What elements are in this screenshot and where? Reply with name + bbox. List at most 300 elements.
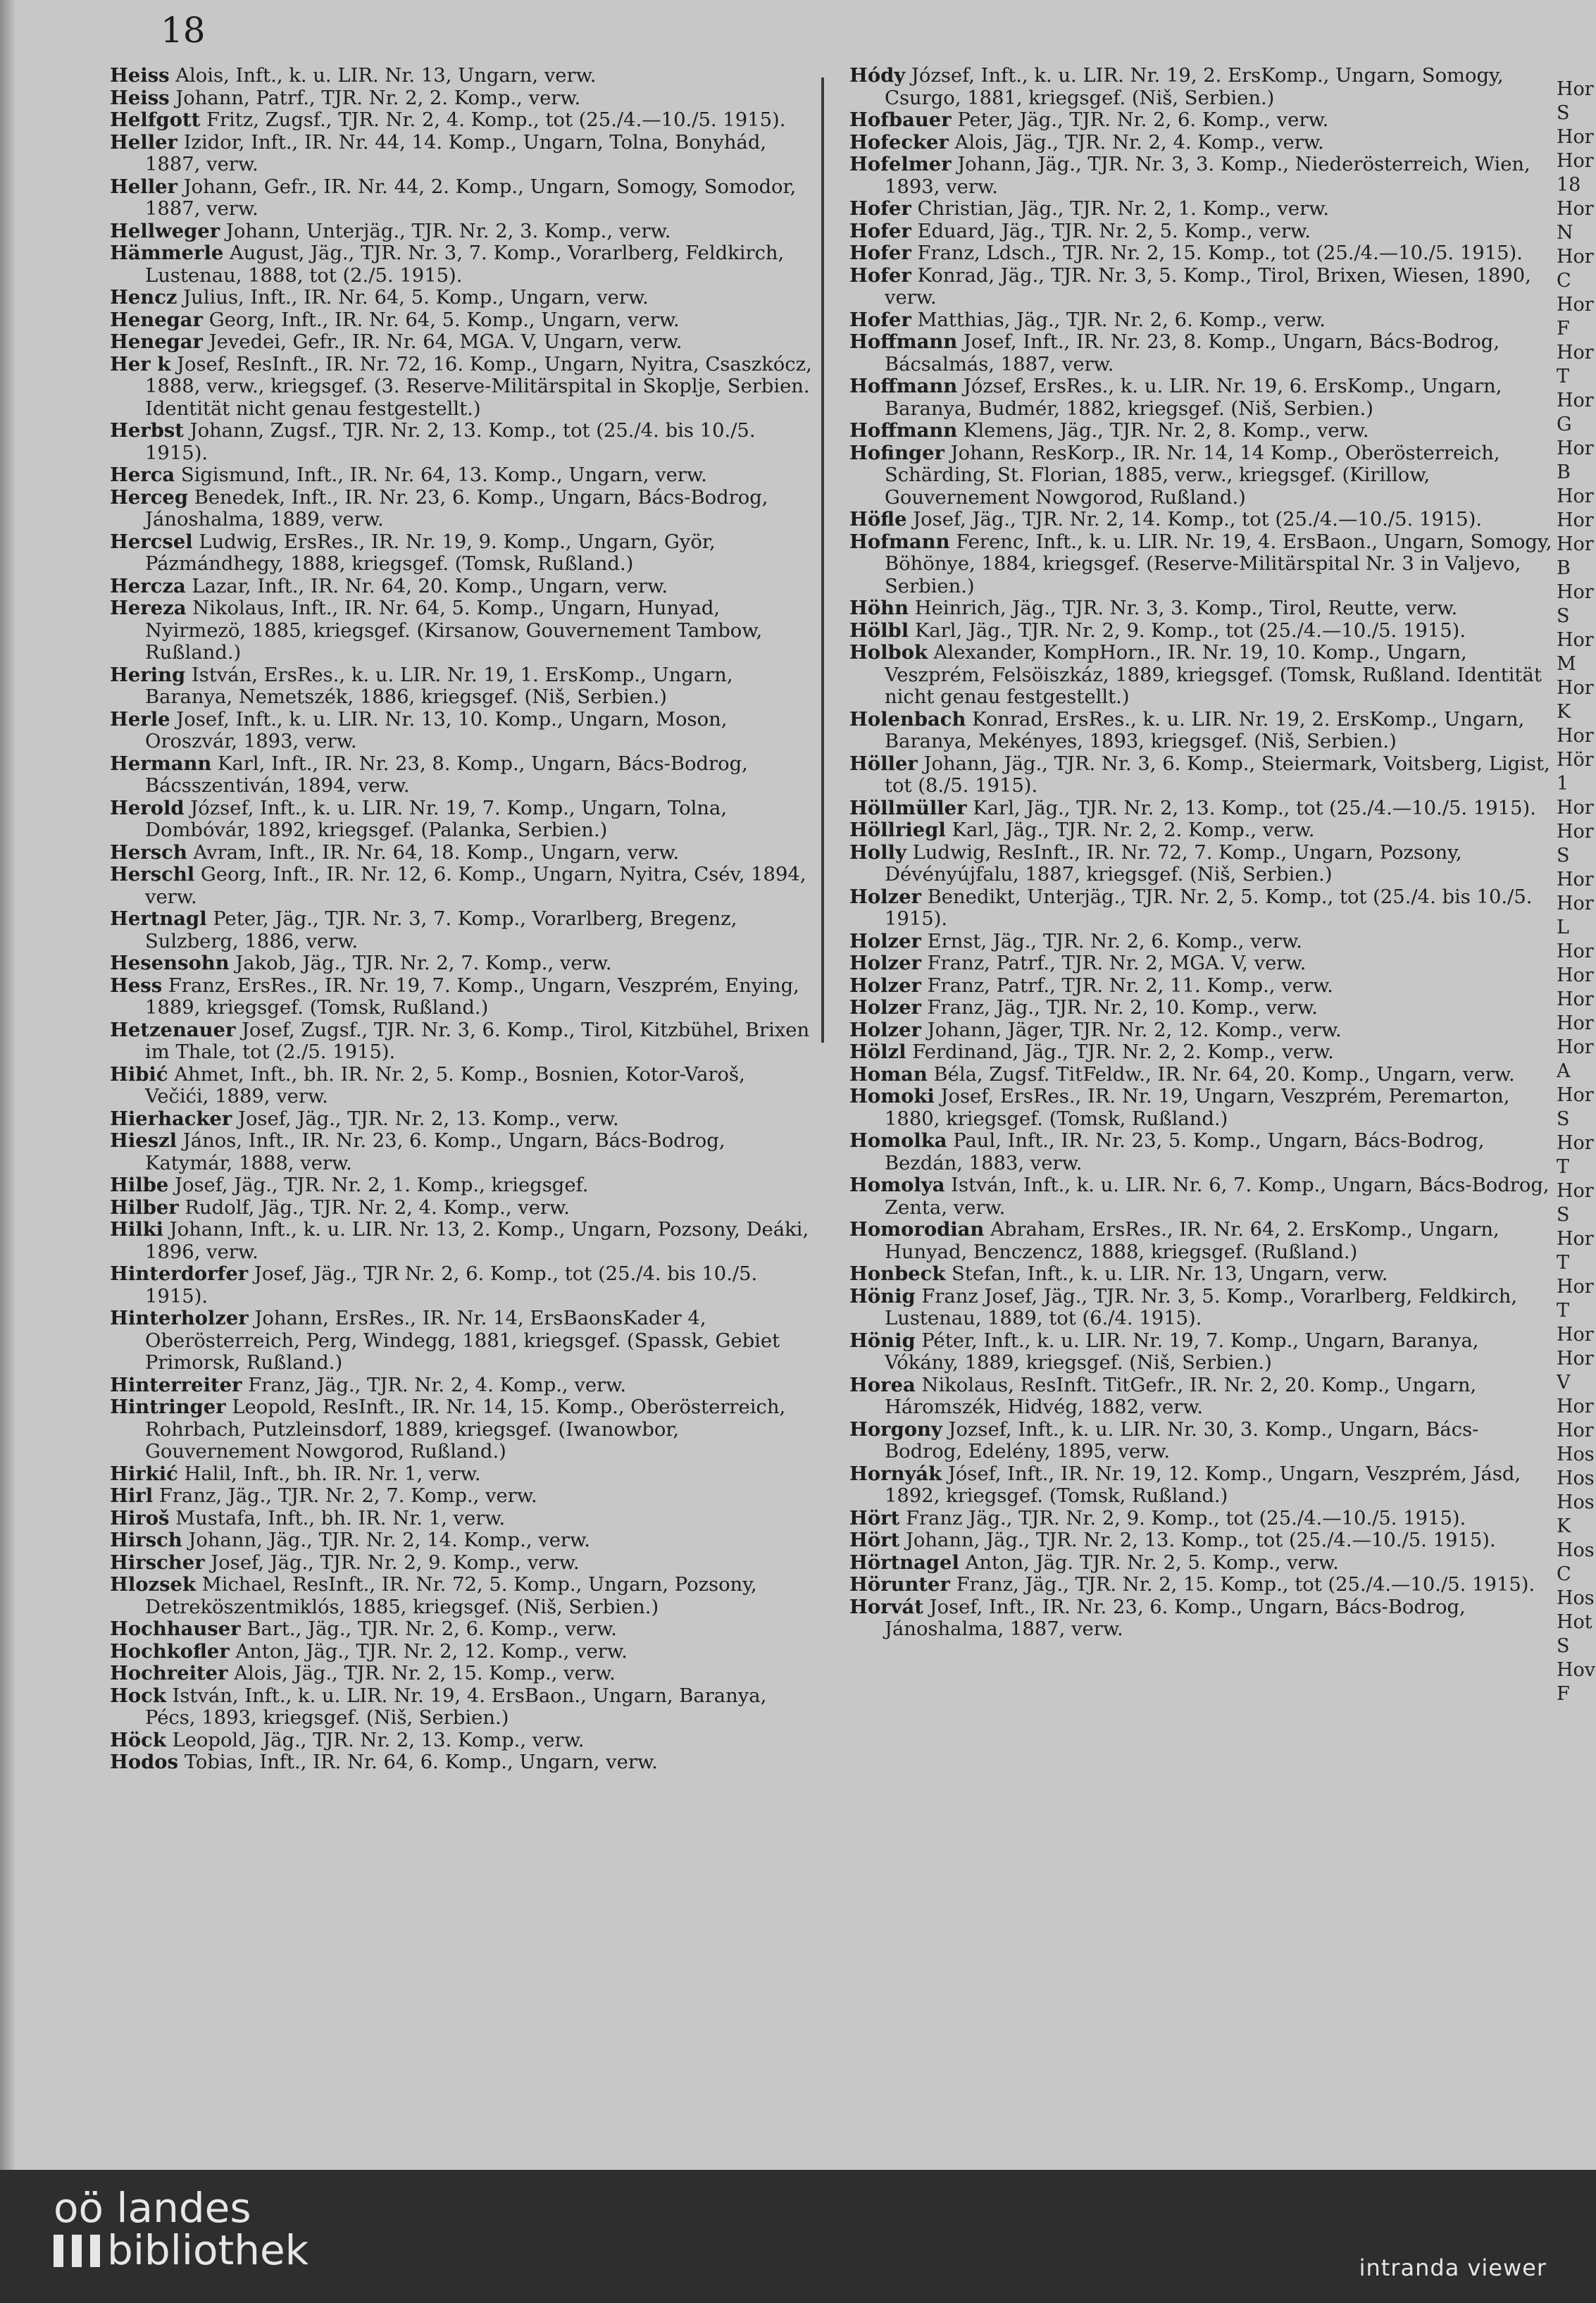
edge-fragment: K [1557,701,1571,723]
list-item [110,1108,814,1131]
list-item [110,1308,814,1374]
list-item [110,1130,814,1174]
entry-surname: Hilber [110,1196,179,1219]
right-column [849,65,1554,1641]
entry-details: Jevedei, Gefr., IR. Nr. 64, MGA. V, Ungarn, verw. [202,331,682,353]
entry-surname: Hofelmer [849,153,952,175]
entry-surname: Holzer [849,1018,921,1041]
edge-fragment: Hos [1557,1467,1595,1489]
entry-details: Heinrich, Jäg., TJR. Nr. 3, 3. Komp., Tirol, Reutte, verw. [908,597,1458,619]
entry-surname: Herle [110,707,170,731]
entry-details: Josef, Inft., IR. Nr. 23, 6. Komp., Ungarn, Bács-Bodrog, Jánoshalma, 1887, verw. [885,1596,1466,1640]
entry-surname: Holzer [849,974,921,997]
edge-fragment: Hor [1557,509,1594,531]
entry-details: Peter, Jäg., TJR. Nr. 3, 7. Komp., Vorarlberg, Bregenz, Sulzberg, 1886, verw. [145,908,737,952]
entry-details: Lazar, Inft., IR. Nr. 64, 20. Komp., Ungarn, verw. [185,575,668,597]
edge-fragment: Hov [1557,1659,1596,1681]
entry-details: Matthias, Jäg., TJR. Nr. 2, 6. Komp., verw. [911,309,1326,331]
entry-surname: Hochreiter [110,1662,228,1684]
edge-fragment: F [1557,1683,1570,1705]
entry-surname: Hörtnagel [849,1551,959,1574]
list-item [849,1219,1554,1263]
entry-details: István, Inft., k. u. LIR. Nr. 19, 4. ErsBaon., Ungarn, Baranya, Pécs, 1893, kriegsgef. (Niš, Serbien.) [145,1684,767,1729]
entry-details: Eduard, Jäg., TJR. Nr. 2, 5. Komp., verw. [911,220,1311,242]
entry-details: Klemens, Jäg., TJR. Nr. 2, 8. Komp., verw. [957,420,1369,442]
entry-surname: Hinterdorfer [110,1262,249,1285]
entry-details: Josef, Jäg., TJR. Nr. 2, 14. Komp., tot (25./4.—10./5. 1915). [906,509,1483,530]
edge-fragment: Hor [1557,677,1594,699]
entry-details: Johann, ResKorp., IR. Nr. 14, 14 Komp., Oberösterreich, Schärding, St. Florian, 1885, verw., kriegsgef. (Kirillow, Gouvernement Nowgorod, Rußland.) [885,442,1500,509]
list-item [110,709,814,753]
entry-details: József, ErsRes., k. u. LIR. Nr. 19, 6. ErsKomp., Ungarn, Baranya, Budmér, 1882, kriegsgef. (Niš, Serbien.) [885,375,1502,420]
edge-fragment: Hor [1557,533,1594,555]
list-item [849,952,1554,975]
edge-fragment: Hor [1557,1324,1594,1346]
entry-surname: Hofer [849,263,911,287]
entry-surname: Heiss [110,64,170,87]
list-item [110,1663,814,1685]
entry-surname: Hódy [849,64,906,87]
list-item [849,331,1554,375]
entry-surname: Holzer [849,996,921,1019]
entry-surname: Homoki [849,1085,935,1107]
entry-details: Christian, Jäg., TJR. Nr. 2, 1. Komp., verw. [911,198,1330,220]
list-item [110,132,814,176]
list-item [110,1641,814,1663]
list-item [849,1263,1554,1286]
list-item [110,109,814,132]
list-item [849,242,1554,265]
list-item [849,753,1554,797]
entry-surname: Hirscher [110,1551,205,1574]
edge-fragment: T [1557,366,1570,387]
logo-bars-icon [54,2235,100,2267]
entry-surname: Heiss [110,86,170,109]
entry-details: Johann, ErsRes., IR. Nr. 14, ErsBaonsKader 4, Oberösterreich, Perg, Windegg, 1881, kriegsgef. (Spassk, Gebiet Primorsk, Rußland.) [145,1308,780,1374]
list-item [849,642,1554,709]
entry-details: Johann, Jäg., TJR. Nr. 3, 6. Komp., Steiermark, Voitsberg, Ligist, tot (8./5. 1915). [885,752,1550,797]
entry-surname: Horgony [849,1417,942,1441]
entry-details: Stefan, Inft., k. u. LIR. Nr. 13, Ungarn, verw. [945,1263,1388,1285]
list-item [849,531,1554,598]
list-item [849,1508,1554,1530]
list-item [110,864,814,908]
entry-details: Béla, Zugsf. TitFeldw., IR. Nr. 64, 20. Komp., Ungarn, verw. [927,1063,1515,1086]
entry-surname: Hiroš [110,1506,170,1529]
edge-fragment: B [1557,461,1571,483]
entry-details: Johann, Jäger, TJR. Nr. 2, 12. Komp., verw. [921,1019,1342,1041]
entry-surname: Henegar [110,330,203,353]
viewer-label: intranda viewer [1359,2254,1547,2281]
list-item [849,65,1554,109]
entry-details: Franz, ErsRes., IR. Nr. 19, 7. Komp., Ungarn, Veszprém, Enying, 1889, kriegsgef. (Tomsk, Rußland.) [145,974,799,1019]
entry-details: Franz Josef, Jäg., TJR. Nr. 3, 5. Komp., Vorarlberg, Feldkirch, Lustenau, 1889, tot (6./4. 1915). [885,1285,1518,1329]
entry-details: Karl, Inft., IR. Nr. 23, 8. Komp., Ungarn, Bács-Bodrog, Bácsszentiván, 1894, verw. [145,752,748,797]
edge-fragment: Hor [1557,869,1594,890]
entry-surname: Höllriegl [849,819,946,841]
entry-surname: Holzer [849,885,921,908]
entry-details: Franz, Ldsch., TJR. Nr. 2, 15. Komp., tot (25./4.—10./5. 1915). [911,242,1523,264]
entry-details: Leopold, Jäg., TJR. Nr. 2, 13. Komp., verw. [166,1729,585,1751]
list-item [849,597,1554,620]
entry-details: Georg, Inft., IR. Nr. 64, 5. Komp., Ungarn, verw. [202,309,680,331]
book-spine-shadow [0,0,15,2170]
entry-details: István, Inft., k. u. LIR. Nr. 6, 7. Komp., Ungarn, Bács-Bodrog, Zenta, verw. [885,1174,1550,1219]
edge-fragment: S [1557,1635,1570,1657]
edge-fragment: Hor [1557,1012,1594,1034]
list-item [849,1286,1554,1330]
edge-fragment: Hos [1557,1491,1595,1513]
entry-details: Johann, Jäg., TJR. Nr. 2, 14. Komp., verw. [182,1529,590,1551]
entry-surname: Hofer [849,219,911,242]
entry-details: Nikolaus, Inft., IR. Nr. 64, 5. Komp., Ungarn, Hunyad, Nyirmezö, 1885, kriegsgef. (Kirsanow, Gouvernement Tambow, Rußland.) [145,597,763,664]
list-item [849,819,1554,842]
list-item [849,886,1554,931]
entry-details: József, Inft., k. u. LIR. Nr. 19, 2. ErsKomp., Ungarn, Somogy, Csurgo, 1881, kriegsgef. (Niš, Serbien.) [885,65,1504,109]
list-item [849,1463,1554,1508]
list-item [849,1019,1554,1042]
entry-details: Johann, Patrf., TJR. Nr. 2, 2. Komp., verw. [169,87,581,109]
entry-surname: Hinterreiter [110,1373,242,1396]
entry-surname: Herbst [110,419,184,442]
list-item [110,487,814,531]
entry-surname: Honbeck [849,1262,946,1285]
edge-fragment: S [1557,605,1570,627]
edge-fragment: Hos [1557,1587,1595,1609]
entry-details: Josef, Inft., k. u. LIR. Nr. 13, 10. Komp., Ungarn, Moson, Oroszvár, 1893, verw. [145,708,728,752]
entry-surname: Hering [110,663,186,686]
entry-details: Franz, Patrf., TJR. Nr. 2, 11. Komp., verw. [921,974,1333,997]
edge-fragment: Hor [1557,1420,1594,1441]
list-item [110,753,814,797]
list-item [849,1086,1554,1130]
entry-details: Josef, Jäg., TJR. Nr. 2, 1. Komp., kriegsgef. [168,1174,589,1196]
edge-fragment: Hor [1557,126,1594,148]
list-item [849,132,1554,154]
edge-fragment: Hot [1557,1611,1592,1633]
entry-details: Leopold, ResInft., IR. Nr. 14, 15. Komp., Oberösterreich, Rohrbach, Putzleinsdorf, 1889, kriegsgef. (Iwanowbor, Gouvernement Nowgorod, Rußland.) [145,1396,786,1463]
edge-fragment: Hor [1557,78,1594,100]
edge-fragment: Hor [1557,150,1594,172]
entry-details: Konrad, ErsRes., k. u. LIR. Nr. 19, 2. ErsKomp., Ungarn, Baranya, Mekényes, 1893, kriegsgef. (Niš, Serbien.) [885,708,1525,752]
list-item [110,176,814,221]
list-item [110,287,814,309]
entry-surname: Hört [849,1506,900,1529]
entry-surname: Hofinger [849,441,944,464]
entry-surname: Hodos [110,1751,178,1773]
edge-fragment: G [1557,414,1572,435]
entry-surname: Herold [110,796,185,819]
entry-surname: Hereza [110,597,187,619]
edge-fragment: Hos [1557,1444,1595,1465]
entry-details: Johann, Inft., k. u. LIR. Nr. 13, 2. Komp., Ungarn, Pozsony, Deáki, 1896, verw. [145,1219,809,1263]
entry-surname: Hoffmann [849,419,958,442]
entry-surname: Hornyák [849,1462,942,1485]
list-item [110,1529,814,1552]
list-item [849,1330,1554,1374]
list-item [110,242,814,287]
entry-details: Josef, Zugsf., TJR. Nr. 3, 6. Komp., Tirol, Kitzbühel, Brixen im Thale, tot (2./5. 1915). [145,1019,810,1063]
list-item [849,1130,1554,1174]
entry-details: Karl, Jäg., TJR. Nr. 2, 13. Komp., tot (25./4.—10./5. 1915). [966,797,1536,819]
entry-surname: Hertnagl [110,907,207,930]
entry-surname: Höck [110,1728,166,1751]
edge-fragment: Hor [1557,941,1594,962]
entry-surname: Holly [849,840,906,864]
entry-details: Nikolaus, ResInft. TitGefr., IR. Nr. 2, 20. Komp., Ungarn, Háromszék, Hidvég, 1882, verw. [885,1374,1477,1418]
list-item [849,1529,1554,1552]
edge-fragment: L [1557,917,1569,938]
entry-surname: Holzer [849,929,921,952]
edge-fragment: Hor [1557,198,1594,220]
list-item [110,1396,814,1463]
entry-surname: Hock [110,1684,166,1707]
edge-fragment: S [1557,845,1570,867]
list-item [849,221,1554,243]
list-item [849,1596,1554,1641]
entry-details: Ernst, Jäg., TJR. Nr. 2, 6. Komp., verw. [921,930,1302,952]
entry-surname: Holbok [849,641,928,664]
edge-fragment: C [1557,1563,1571,1585]
entry-details: Franz, Patrf., TJR. Nr. 2, MGA. V, verw. [921,952,1307,974]
edge-fragment: Hor [1557,1036,1594,1058]
edge-fragment: M [1557,653,1576,675]
list-item [110,65,814,87]
edge-fragment: S [1557,1108,1570,1130]
list-item [110,221,814,243]
entry-surname: Hört [849,1529,900,1551]
entry-surname: Herschl [110,863,195,886]
entry-surname: Hofecker [849,130,949,154]
list-item [849,931,1554,953]
entry-surname: Heller [110,130,177,154]
list-item [849,842,1554,886]
entry-surname: Hersch [110,840,187,864]
entry-surname: Herceg [110,485,188,509]
edge-fragment: Hor [1557,485,1594,507]
list-item [110,797,814,842]
edge-fragment: T [1557,1252,1570,1274]
edge-fragment: T [1557,1156,1570,1178]
list-item [849,375,1554,420]
entry-details: Franz, Jäg., TJR. Nr. 2, 7. Komp., verw. [153,1485,537,1507]
entry-details: Halil, Inft., bh. IR. Nr. 1, verw. [177,1463,481,1485]
entry-surname: Hercsel [110,530,193,553]
entry-surname: Hermann [110,752,212,775]
entry-details: Jozsef, Inft., k. u. LIR. Nr. 30, 3. Komp., Ungarn, Bács-Bodrog, Edelény, 1895, verw. [885,1418,1479,1463]
entry-details: Paul, Inft., IR. Nr. 23, 5. Komp., Ungarn, Bács-Bodrog, Bezdán, 1883, verw. [885,1130,1485,1174]
entry-details: Avram, Inft., IR. Nr. 64, 18. Komp., Ungarn, verw. [187,841,680,864]
entry-details: Josef, Jäg., TJR. Nr. 2, 9. Komp., verw. [204,1551,580,1574]
edge-fragment: Hor [1557,390,1594,411]
list-item [849,1174,1554,1219]
edge-fragment: Hor [1557,1396,1594,1417]
entry-details: Karl, Jäg., TJR. Nr. 2, 9. Komp., tot (25./4.—10./5. 1915). [909,619,1466,642]
list-item [110,331,814,354]
list-item [849,1419,1554,1463]
list-item [110,1197,814,1219]
list-item [110,576,814,598]
entry-details: Josef, ResInft., IR. Nr. 72, 16. Komp., Ungarn, Nyitra, Csaszkócz, 1888, verw., kriegsgef. (3. Reserve-Militärspital in Skoplje, Serbien. Identität nicht genau festgestellt.) [145,353,812,420]
entry-surname: Horea [849,1373,916,1396]
entry-surname: Hirkić [110,1462,178,1485]
list-item [110,1751,814,1774]
entry-surname: Hönig [849,1284,916,1308]
entry-details: Johann, Unterjäg., TJR. Nr. 2, 3. Komp., verw. [220,220,671,242]
entry-surname: Helfgott [110,108,201,131]
left-column [110,65,814,1774]
list-item [110,309,814,332]
entry-details: Josef, ErsRes., IR. Nr. 19, Ungarn, Veszprém, Peremarton, 1880, kriegsgef. (Tomsk, Rußland.) [885,1086,1510,1130]
edge-fragment: Hor [1557,1132,1594,1154]
list-item [849,154,1554,198]
entry-surname: Hlozsek [110,1573,196,1596]
list-item [110,597,814,664]
library-logo[interactable] [54,2184,309,2274]
edge-fragment: Hor [1557,1276,1594,1298]
entry-details: Ferdinand, Jäg., TJR. Nr. 2, 2. Komp., verw. [906,1041,1334,1063]
edge-fragment: S [1557,1204,1570,1226]
entry-surname: Hesensohn [110,952,230,974]
entry-surname: Hofmann [849,530,950,553]
entry-details: Michael, ResInft., IR. Nr. 72, 5. Komp., Ungarn, Pozsony, Detreköszentmiklós, 1885, kriegsgef. (Niš, Serbien.) [145,1574,757,1618]
edge-fragment: Hor [1557,437,1594,459]
edge-fragment: 1 [1557,773,1569,795]
edge-fragment: Hor [1557,342,1594,364]
edge-fragment: S [1557,102,1570,124]
list-item [110,1064,814,1108]
entry-details: Benedikt, Unterjäg., TJR. Nr. 2, 5. Komp., tot (25./4. bis 10./5. 1915). [885,886,1533,930]
entry-details: Franz, Jäg., TJR. Nr. 2, 10. Komp., verw. [921,997,1318,1019]
entry-details: Alois, Jäg., TJR. Nr. 2, 15. Komp., verw. [227,1663,616,1684]
entry-surname: Hirsch [110,1529,182,1551]
list-item [110,1574,814,1618]
list-item [110,1485,814,1508]
list-item [110,1463,814,1486]
entry-details: Anton, Jäg., TJR. Nr. 2, 12. Komp., verw. [229,1640,628,1663]
entry-details: Franz Jäg., TJR. Nr. 2, 9. Komp., tot (25./4.—10./5. 1915). [899,1507,1466,1529]
entry-surname: Höller [849,752,918,775]
entry-details: István, ErsRes., k. u. LIR. Nr. 19, 1. ErsKomp., Ungarn, Baranya, Nemetszék, 1886, kriegsgef. (Niš, Serbien.) [145,664,733,708]
entry-details: Rudolf, Jäg., TJR. Nr. 2, 4. Komp., verw. [178,1196,570,1219]
entry-details: Ferenc, Inft., k. u. LIR. Nr. 19, 4. ErsBaon., Ungarn, Somogy, Böhönye, 1884, kriegsgef. (Reserve-Militärspital Nr. 3 in Valjevo, Serbien.) [885,530,1552,597]
entry-surname: Höllmüller [849,796,967,819]
edge-fragment: Hor [1557,1084,1594,1106]
entry-surname: Heller [110,175,177,198]
entry-details: Anton, Jäg. TJR. Nr. 2, 5. Komp., verw. [959,1551,1339,1574]
edge-fragment: Hor [1557,294,1594,316]
list-item [110,354,814,421]
entry-details: Peter, Jäg., TJR. Nr. 2, 6. Komp., verw. [951,109,1329,131]
list-item [110,1685,814,1730]
list-item [849,265,1554,309]
column-divider [821,77,824,1043]
entry-surname: Hochhauser [110,1618,241,1640]
entry-details: Johann, Jäg., TJR. Nr. 2, 13. Komp., tot (25./4.—10./5. 1915). [899,1529,1496,1551]
entry-surname: Hofer [849,242,911,264]
edge-fragment: Hor [1557,1228,1594,1250]
list-item [110,908,814,952]
entry-details: Ahmet, Inft., bh. IR. Nr. 2, 5. Komp., Bosnien, Kotor-Varoš, Večići, 1889, verw. [145,1063,745,1107]
entry-surname: Hirl [110,1484,154,1507]
entry-surname: Hoffmann [849,375,958,397]
list-item [110,664,814,709]
entry-details: Georg, Inft., IR. Nr. 12, 6. Komp., Ungarn, Nyitra, Csév, 1894, verw. [145,864,806,908]
entry-surname: Hetzenauer [110,1018,236,1041]
entry-surname: Hilbe [110,1174,169,1196]
edge-fragment: Hor [1557,988,1594,1010]
edge-fragment: 18 [1557,174,1581,196]
edge-fragment: Hor [1557,629,1594,651]
edge-fragment: Hor [1557,1348,1594,1370]
entry-surname: Hess [110,974,163,997]
edge-fragment: Hor [1557,725,1594,747]
entry-details: Jakob, Jäg., TJR. Nr. 2, 7. Komp., verw. [229,952,612,974]
logo-line-1: oö landes [54,2184,251,2232]
entry-surname: Homolka [849,1129,947,1152]
page-number: 18 [161,10,206,51]
entry-surname: Hencz [110,286,177,309]
entry-details: Franz, Jäg., TJR. Nr. 2, 4. Komp., verw. [242,1374,627,1396]
list-item [849,1374,1554,1419]
entry-surname: Hercza [110,574,186,597]
list-item [110,420,814,464]
entry-surname: Hämmerle [110,242,224,264]
entry-surname: Hinterholzer [110,1307,249,1329]
list-item [849,709,1554,753]
entry-details: János, Inft., IR. Nr. 23, 6. Komp., Ungarn, Bács-Bodrog, Katymár, 1888, verw. [145,1130,725,1174]
entry-surname: Hoffmann [849,330,958,353]
entry-details: Péter, Inft., k. u. LIR. Nr. 19, 7. Komp., Ungarn, Baranya, Vókány, 1889, kriegsgef. (Niš, Serbien.) [885,1329,1479,1374]
entry-details: Sigismund, Inft., IR. Nr. 64, 13. Komp., Ungarn, verw. [175,464,707,486]
entry-surname: Hierhacker [110,1107,232,1130]
edge-fragment: Hor [1557,246,1594,268]
list-item [110,1219,814,1263]
entry-details: Josef, Jäg., TJR Nr. 2, 6. Komp., tot (25./4. bis 10./5. 1915). [145,1263,758,1308]
entry-details: Josef, Jäg., TJR. Nr. 2, 13. Komp., verw. [232,1107,619,1130]
edge-fragment: Hor [1557,893,1594,914]
list-item [849,1552,1554,1575]
entry-surname: Hintringer [110,1396,226,1418]
edge-fragment: K [1557,1515,1571,1537]
entry-surname: Horvát [849,1595,923,1618]
edge-fragment: Hor [1557,821,1594,843]
edge-fragment: N [1557,222,1573,244]
entry-surname: Hofer [849,197,911,220]
list-item [849,620,1554,643]
edge-fragment: Hor [1557,581,1594,603]
list-item [849,309,1554,332]
entry-surname: Homorodian [849,1218,985,1241]
list-item [849,1574,1554,1596]
list-item [110,1019,814,1064]
list-item [849,975,1554,998]
entry-surname: Her k [110,352,171,375]
entry-surname: Hieszl [110,1129,177,1152]
entry-details: Jósef, Inft., IR. Nr. 19, 12. Komp., Ungarn, Veszprém, Jásd, 1892, kriegsgef. (Tomsk, Rußland.) [885,1463,1521,1507]
entry-details: Ludwig, ErsRes., IR. Nr. 19, 9. Komp., Ungarn, Györ, Pázmándhegy, 1888, kriegsgef. (Tomsk, Rußland.) [145,530,716,575]
list-item [849,109,1554,132]
entry-surname: Höhn [849,597,909,619]
list-item [110,975,814,1019]
entry-surname: Hellweger [110,219,220,242]
entry-surname: Homolya [849,1174,945,1196]
list-item [849,1041,1554,1064]
edge-fragment: C [1557,270,1571,292]
entry-details: Karl, Jäg., TJR. Nr. 2, 2. Komp., verw. [945,819,1315,841]
edge-fragment: T [1557,1300,1570,1322]
list-item [110,87,814,110]
